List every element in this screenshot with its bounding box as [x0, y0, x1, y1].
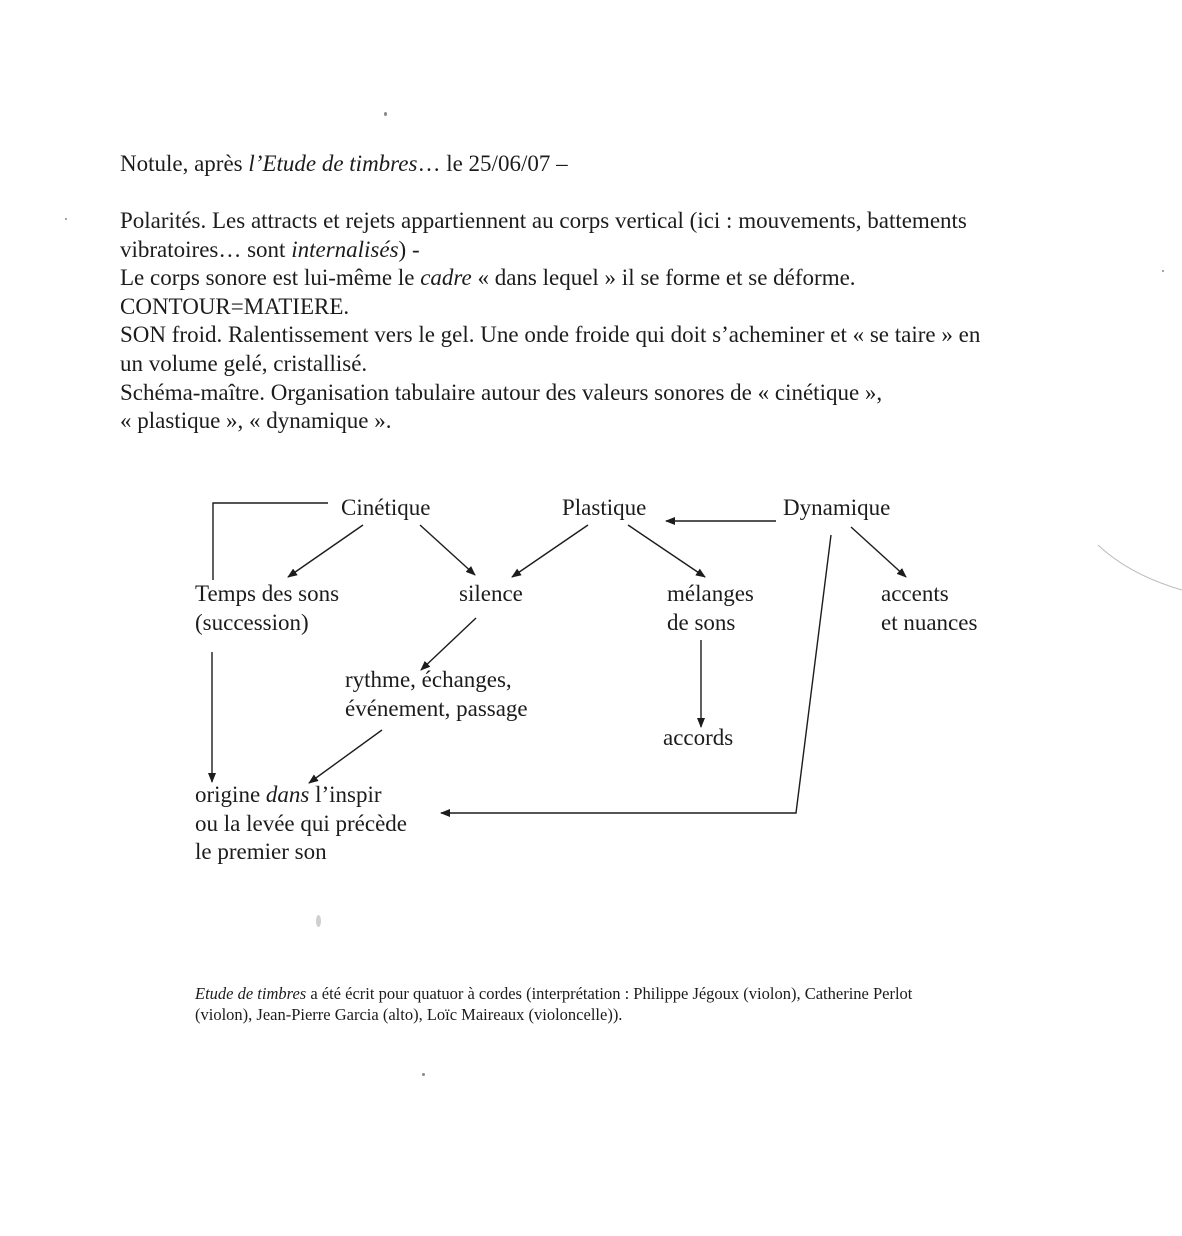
heading-prefix: Notule, après: [120, 151, 249, 176]
node-melanges: [667, 580, 754, 637]
node-silence: silence: [459, 581, 523, 606]
italic-span: dans: [265, 782, 310, 807]
paragraph-schema-line2: « plastique », « dynamique ».: [120, 408, 392, 434]
scan-edge-mark: [1098, 545, 1182, 590]
node-line: événement, passage: [345, 695, 528, 721]
scan-speck: [422, 1073, 425, 1076]
text-span: vibratoires… sont: [120, 236, 292, 262]
arrow-cinetique-to-silence: [420, 525, 475, 575]
arrow-cinetique-to-origine: [213, 503, 328, 580]
arrow-rythme-to-origine: [309, 730, 382, 783]
scan-speck: [384, 112, 387, 116]
footnote-line1: [195, 983, 1055, 1004]
paragraph-polarites-line1: Polarités. Les attracts et rejets appartiennent au corps vertical (ici : mouvements, battements: [120, 208, 967, 233]
footnote-work-title: Etude de timbres: [195, 984, 307, 1003]
footnote-line2: (violon), Jean-Pierre Garcia (alto), Loïc Maireaux (violoncelle)).: [195, 1005, 623, 1024]
italic-span: internalisés: [291, 236, 399, 262]
node-dynamique: Dynamique: [783, 495, 891, 520]
scan-speck: [65, 218, 67, 220]
text-span: « dans lequel » il se forme et se déforme.: [471, 265, 856, 291]
text-span: l’inspir: [309, 782, 382, 807]
node-line: [195, 781, 407, 810]
arrow-plastique-to-melanges: [628, 525, 705, 577]
paragraph-contour: CONTOUR=MATIERE.: [120, 293, 350, 319]
scan-speck: [316, 915, 321, 927]
heading-work-title: l’Etude de timbres: [248, 151, 418, 176]
node-rythme: [345, 666, 528, 723]
node-line: ou la levée qui précède: [195, 810, 407, 836]
node-origine: [195, 781, 407, 867]
footnote: [195, 983, 1055, 1025]
node-line: le premier son: [195, 839, 327, 865]
scan-speck: [1162, 270, 1164, 272]
text-span: origine: [195, 782, 266, 807]
node-cinetique: Cinétique: [341, 495, 431, 520]
node-line: de sons: [667, 609, 736, 635]
node-line: accents: [881, 581, 949, 606]
node-accords: accords: [663, 725, 734, 750]
paragraph-schema-line1: Schéma-maître. Organisation tabulaire autour des valeurs sonores de « cinétique »,: [120, 379, 883, 405]
node-plastique: Plastique: [562, 495, 647, 520]
node-line: Temps des sons: [195, 581, 340, 606]
text-span: a été écrit pour quatuor à cordes (interprétation : Philippe Jégoux (violon), Catherine Perlot: [306, 984, 913, 1003]
arrow-silence-to-rythme: [421, 618, 476, 670]
arrow-dynamique-to-accents: [851, 527, 906, 577]
text-span: ) -: [398, 236, 420, 262]
node-line: (succession): [195, 609, 309, 635]
node-accents: [881, 580, 977, 637]
italic-span: cadre: [420, 265, 472, 291]
node-line: rythme, échanges,: [345, 667, 512, 692]
node-line: mélanges: [667, 581, 754, 606]
node-temps-des-sons: [195, 580, 339, 637]
paragraph-son-froid-line2: un volume gelé, cristallisé.: [120, 350, 368, 376]
text-span: Le corps sonore est lui-même le: [120, 265, 421, 291]
arrow-plastique-to-silence: [512, 525, 588, 577]
node-line: et nuances: [881, 609, 978, 635]
arrow-cinetique-to-temps: [288, 525, 363, 577]
heading-date: … le 25/06/07 –: [417, 151, 568, 176]
paragraph-son-froid-line1: SON froid. Ralentissement vers le gel. Une onde froide qui doit s’acheminer et « se taire » en: [120, 322, 981, 348]
